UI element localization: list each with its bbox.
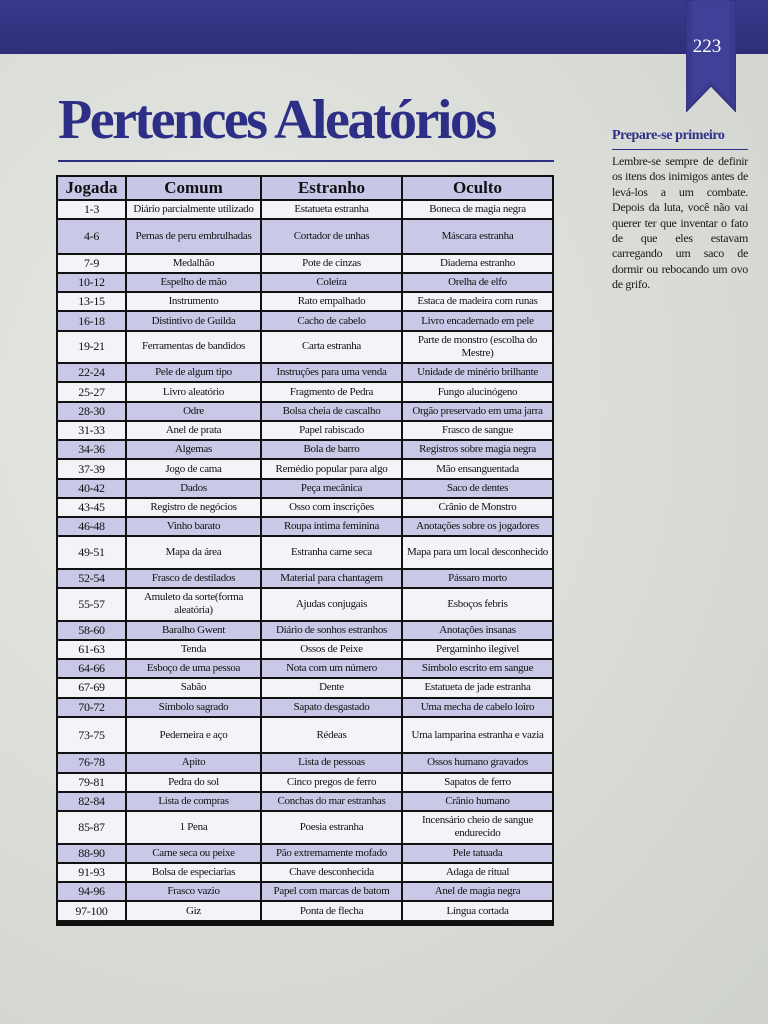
occult-item-cell: Saco de dentes [401,480,552,497]
occult-item-cell: Diadema estranho [401,255,552,272]
table-row [58,845,552,862]
strange-item-cell: Papel com marcas de batom [260,883,401,900]
common-item-cell: Algemas [125,441,260,458]
table-row [58,902,552,920]
occult-item-cell: Registros sobre magia negra [401,441,552,458]
strange-item-cell: Sapato desgastado [260,699,401,716]
strange-item-cell: Rédeas [260,718,401,753]
strange-item-cell: Material para chantagem [260,570,401,587]
roll-cell: 97-100 [58,902,125,920]
common-item-cell: Jogo de cama [125,460,260,477]
table-row [58,774,552,791]
roll-cell: 82-84 [58,793,125,810]
common-item-cell: Frasco vazio [125,883,260,900]
roll-cell: 40-42 [58,480,125,497]
roll-cell: 22-24 [58,364,125,381]
strange-item-cell: Osso com inscrições [260,499,401,516]
occult-item-cell: Livro encadernado em pele [401,312,552,329]
occult-item-cell: Uma lamparina estranha e vazia [401,718,552,753]
table-row [58,480,552,497]
roll-cell: 58-60 [58,622,125,639]
loot-table [58,175,552,922]
occult-item-cell: Anel de magia negra [401,883,552,900]
strange-item-cell: Peça mecânica [260,480,401,497]
table-row [58,883,552,900]
strange-item-cell: Cinco pregos de ferro [260,774,401,791]
occult-item-cell: Mão ensanguentada [401,460,552,477]
strange-item-cell: Bola de barro [260,441,401,458]
strange-item-cell: Dente [260,679,401,696]
strange-item-cell: Cortador de unhas [260,220,401,252]
common-item-cell: Diário parcialmente utilizado [125,201,260,218]
common-item-cell: Distintivo de Guilda [125,312,260,329]
strange-item-cell: Bolsa cheia de cascalho [260,403,401,420]
roll-cell: 85-87 [58,812,125,842]
common-item-cell: Bolsa de especiarias [125,864,260,881]
occult-item-cell: Orelha de elfo [401,274,552,291]
table-row [58,660,552,677]
strange-item-cell: Lista de pessoas [260,754,401,771]
roll-cell: 13-15 [58,293,125,310]
table-row [58,383,552,400]
table-row [58,499,552,516]
table-row [58,332,552,362]
common-item-cell: Registro de negócios [125,499,260,516]
table-row [58,201,552,218]
table-header-row [58,177,552,199]
occult-item-cell: Estatueta de jade estranha [401,679,552,696]
roll-cell: 46-48 [58,518,125,535]
common-item-cell: Tenda [125,641,260,658]
roll-cell: 10-12 [58,274,125,291]
occult-item-cell: Fungo alucinógeno [401,383,552,400]
roll-cell: 16-18 [58,312,125,329]
strange-item-cell: Instruções para uma venda [260,364,401,381]
strange-item-cell: Estatueta estranha [260,201,401,218]
column-header-roll: Jogada [58,177,125,199]
common-item-cell: Giz [125,902,260,920]
common-item-cell: Esboço de uma pessoa [125,660,260,677]
occult-item-cell: Crânio humano [401,793,552,810]
roll-cell: 76-78 [58,754,125,771]
roll-cell: 4-6 [58,220,125,252]
title-underline [58,160,554,162]
roll-cell: 1-3 [58,201,125,218]
table-row [58,679,552,696]
roll-cell: 94-96 [58,883,125,900]
table-row [58,220,552,252]
roll-cell: 31-33 [58,422,125,439]
common-item-cell: Símbolo sagrado [125,699,260,716]
common-item-cell: Apito [125,754,260,771]
occult-item-cell: Frasco de sangue [401,422,552,439]
common-item-cell: Baralho Gwent [125,622,260,639]
table-row [58,441,552,458]
roll-cell: 88-90 [58,845,125,862]
table-row [58,793,552,810]
strange-item-cell: Remédio popular para algo [260,460,401,477]
common-item-cell: Sabão [125,679,260,696]
common-item-cell: Pernas de peru embrulhadas [125,220,260,252]
strange-item-cell: Coleira [260,274,401,291]
common-item-cell: Amuleto da sorte(forma aleatória) [125,589,260,619]
sidebar-text: Lembre-se sempre de definir os itens dos inimigos antes de levá-los a um combate. Depois da luta, você não vai querer ter que inventar o fato de que eles estavam carregando um saco de dormir ou rebocando um ovo de grifo. [612,154,748,292]
occult-item-cell: Crânio de Monstro [401,499,552,516]
table-row [58,864,552,881]
occult-item-cell: Boneca de magia negra [401,201,552,218]
roll-cell: 67-69 [58,679,125,696]
common-item-cell: Odre [125,403,260,420]
loot-table-frame [56,175,554,926]
occult-item-cell: Estaca de madeira com runas [401,293,552,310]
roll-cell: 70-72 [58,699,125,716]
page-number: 223 [692,36,722,57]
occult-item-cell: Símbolo escrito em sangue [401,660,552,677]
roll-cell: 55-57 [58,589,125,619]
strange-item-cell: Nota com um número [260,660,401,677]
occult-item-cell: Pele tatuada [401,845,552,862]
column-header-strange: Estranho [260,177,401,199]
occult-item-cell: Adaga de ritual [401,864,552,881]
common-item-cell: Pele de algum tipo [125,364,260,381]
occult-item-cell: Pergaminho ilegível [401,641,552,658]
strange-item-cell: Fragmento de Pedra [260,383,401,400]
table-row [58,589,552,619]
table-row [58,293,552,310]
roll-cell: 7-9 [58,255,125,272]
strange-item-cell: Estranha carne seca [260,537,401,567]
occult-item-cell: Parte de monstro (escolha do Mestre) [401,332,552,362]
occult-item-cell: Unidade de minério brilhante [401,364,552,381]
common-item-cell: 1 Pena [125,812,260,842]
occult-item-cell: Máscara estranha [401,220,552,252]
loot-table-body [58,201,552,920]
occult-item-cell: Esboços febris [401,589,552,619]
roll-cell: 91-93 [58,864,125,881]
strange-item-cell: Ossos de Peixe [260,641,401,658]
table-row [58,812,552,842]
occult-item-cell: Anotações sobre os jogadores [401,518,552,535]
common-item-cell: Livro aleatório [125,383,260,400]
table-row [58,403,552,420]
roll-cell: 34-36 [58,441,125,458]
table-row [58,312,552,329]
occult-item-cell: Uma mecha de cabelo loiro [401,699,552,716]
column-header-common: Comum [125,177,260,199]
table-row [58,754,552,771]
roll-cell: 37-39 [58,460,125,477]
common-item-cell: Ferramentas de bandidos [125,332,260,362]
table-row [58,274,552,291]
strange-item-cell: Diário de sonhos estranhos [260,622,401,639]
strange-item-cell: Carta estranha [260,332,401,362]
strange-item-cell: Poesia estranha [260,812,401,842]
table-row [58,641,552,658]
occult-item-cell: Ossos humano gravados [401,754,552,771]
roll-cell: 64-66 [58,660,125,677]
occult-item-cell: Pássaro morto [401,570,552,587]
roll-cell: 25-27 [58,383,125,400]
table-row [58,460,552,477]
strange-item-cell: Roupa íntima feminina [260,518,401,535]
strange-item-cell: Pão extremamente mofado [260,845,401,862]
roll-cell: 19-21 [58,332,125,362]
strange-item-cell: Rato empalhado [260,293,401,310]
roll-cell: 49-51 [58,537,125,567]
common-item-cell: Lista de compras [125,793,260,810]
table-row [58,537,552,567]
common-item-cell: Frasco de destilados [125,570,260,587]
common-item-cell: Carne seca ou peixe [125,845,260,862]
roll-cell: 52-54 [58,570,125,587]
table-row [58,364,552,381]
occult-item-cell: Mapa para um local desconhecido [401,537,552,567]
occult-item-cell: Sapatos de ferro [401,774,552,791]
roll-cell: 28-30 [58,403,125,420]
common-item-cell: Medalhão [125,255,260,272]
roll-cell: 43-45 [58,499,125,516]
table-row [58,622,552,639]
roll-cell: 73-75 [58,718,125,753]
strange-item-cell: Papel rabiscado [260,422,401,439]
common-item-cell: Pedra do sol [125,774,260,791]
table-row [58,255,552,272]
occult-item-cell: Língua cortada [401,902,552,920]
strange-item-cell: Conchas do mar estranhas [260,793,401,810]
strange-item-cell: Ajudas conjugais [260,589,401,619]
strange-item-cell: Pote de cinzas [260,255,401,272]
occult-item-cell: Anotações insanas [401,622,552,639]
strange-item-cell: Ponta de flecha [260,902,401,920]
common-item-cell: Mapa da área [125,537,260,567]
common-item-cell: Instrumento [125,293,260,310]
column-header-occult: Oculto [401,177,552,199]
occult-item-cell: Incensário cheio de sangue endurecido [401,812,552,842]
table-row [58,699,552,716]
roll-cell: 61-63 [58,641,125,658]
sidebar-heading-rule [612,149,748,150]
table-row [58,718,552,753]
strange-item-cell: Chave desconhecida [260,864,401,881]
table-row [58,570,552,587]
common-item-cell: Anel de prata [125,422,260,439]
common-item-cell: Vinho barato [125,518,260,535]
roll-cell: 79-81 [58,774,125,791]
common-item-cell: Pederneira e aço [125,718,260,753]
page-title: Pertences Aleatórios [58,89,495,151]
sidebar-heading: Prepare-se primeiro [612,128,725,143]
occult-item-cell: Orgão preservado em uma jarra [401,403,552,420]
common-item-cell: Dados [125,480,260,497]
table-row [58,518,552,535]
header-band [0,0,768,54]
strange-item-cell: Cacho de cabelo [260,312,401,329]
table-row [58,422,552,439]
common-item-cell: Espelho de mão [125,274,260,291]
